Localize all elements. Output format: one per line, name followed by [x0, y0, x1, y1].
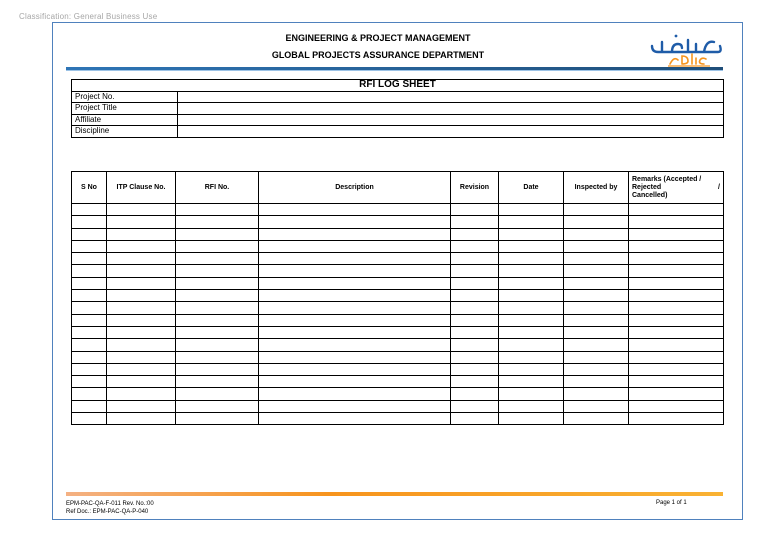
- table-cell[interactable]: [72, 314, 107, 326]
- footer-form-number: EPM-PAC-QA-F-011 Rev. No.:00: [66, 501, 154, 507]
- table-cell[interactable]: [564, 290, 629, 302]
- project-no-row: [72, 91, 724, 103]
- table-cell[interactable]: [451, 413, 499, 425]
- table-row: [72, 339, 724, 351]
- remarks-line-2-slash: /: [718, 183, 720, 191]
- table-cell[interactable]: [629, 216, 724, 228]
- table-cell[interactable]: [72, 265, 107, 277]
- table-cell[interactable]: [564, 228, 629, 240]
- col-header-date: Date: [499, 172, 564, 204]
- table-cell[interactable]: [451, 290, 499, 302]
- table-cell[interactable]: [72, 413, 107, 425]
- table-cell[interactable]: [107, 265, 176, 277]
- table-cell[interactable]: [499, 265, 564, 277]
- log-header-row: [72, 172, 724, 204]
- table-cell[interactable]: [629, 277, 724, 289]
- table-cell[interactable]: [107, 400, 176, 412]
- col-header-rfi-no: RFI No.: [176, 172, 259, 204]
- table-cell[interactable]: [107, 363, 176, 375]
- table-cell[interactable]: [259, 400, 451, 412]
- table-cell[interactable]: [499, 204, 564, 216]
- table-cell[interactable]: [176, 351, 259, 363]
- table-cell[interactable]: [72, 400, 107, 412]
- table-cell[interactable]: [176, 253, 259, 265]
- table-row: [72, 388, 724, 400]
- table-cell[interactable]: [176, 290, 259, 302]
- table-cell[interactable]: [451, 253, 499, 265]
- table-cell[interactable]: [564, 240, 629, 252]
- table-cell[interactable]: [259, 351, 451, 363]
- header-subdepartment-title: GLOBAL PROJECTS ASSURANCE DEPARTMENT: [271, 50, 485, 60]
- table-cell[interactable]: [564, 253, 629, 265]
- table-cell[interactable]: [176, 302, 259, 314]
- table-cell[interactable]: [259, 314, 451, 326]
- table-cell[interactable]: [564, 277, 629, 289]
- table-cell[interactable]: [107, 204, 176, 216]
- table-cell[interactable]: [72, 253, 107, 265]
- table-cell[interactable]: [451, 388, 499, 400]
- logo-latin-wordmark: [670, 54, 706, 64]
- table-row: [72, 302, 724, 314]
- table-cell[interactable]: [451, 216, 499, 228]
- table-cell[interactable]: [176, 376, 259, 388]
- rfi-log-table: [71, 171, 724, 425]
- log-table-body: [72, 204, 724, 425]
- table-cell[interactable]: [72, 302, 107, 314]
- table-row: [72, 265, 724, 277]
- table-cell[interactable]: [176, 363, 259, 375]
- table-cell[interactable]: [72, 339, 107, 351]
- table-row: [72, 363, 724, 375]
- table-row: [72, 228, 724, 240]
- table-cell[interactable]: [107, 339, 176, 351]
- table-cell[interactable]: [564, 216, 629, 228]
- project-info-table: [71, 79, 724, 138]
- table-cell[interactable]: [499, 314, 564, 326]
- table-cell[interactable]: [629, 413, 724, 425]
- table-cell[interactable]: [564, 351, 629, 363]
- header-divider-bar-light: [66, 70, 723, 71]
- table-cell[interactable]: [629, 376, 724, 388]
- project-title-label: Project Title: [72, 103, 178, 115]
- table-cell[interactable]: [259, 204, 451, 216]
- table-cell[interactable]: [451, 228, 499, 240]
- table-cell[interactable]: [499, 351, 564, 363]
- sabic-logo: [648, 28, 724, 68]
- table-cell[interactable]: [107, 302, 176, 314]
- table-cell[interactable]: [564, 204, 629, 216]
- footer-doc-info: [66, 500, 154, 516]
- table-cell[interactable]: [451, 376, 499, 388]
- table-cell[interactable]: [499, 253, 564, 265]
- table-cell[interactable]: [176, 413, 259, 425]
- table-cell[interactable]: [72, 204, 107, 216]
- table-cell[interactable]: [259, 277, 451, 289]
- table-cell[interactable]: [72, 326, 107, 338]
- table-cell[interactable]: [451, 363, 499, 375]
- table-row: [72, 277, 724, 289]
- table-cell[interactable]: [176, 339, 259, 351]
- table-cell[interactable]: [564, 339, 629, 351]
- sheet-title: RFI LOG SHEET: [72, 80, 724, 92]
- table-cell[interactable]: [564, 388, 629, 400]
- table-cell[interactable]: [176, 400, 259, 412]
- table-cell[interactable]: [451, 302, 499, 314]
- table-cell[interactable]: [176, 326, 259, 338]
- table-cell[interactable]: [107, 240, 176, 252]
- table-cell[interactable]: [499, 326, 564, 338]
- table-row: [72, 253, 724, 265]
- table-cell[interactable]: [259, 290, 451, 302]
- table-cell[interactable]: [259, 228, 451, 240]
- table-cell[interactable]: [72, 277, 107, 289]
- table-row: [72, 413, 724, 425]
- table-row: [72, 351, 724, 363]
- table-cell[interactable]: [259, 388, 451, 400]
- table-cell[interactable]: [499, 228, 564, 240]
- table-cell[interactable]: [499, 413, 564, 425]
- table-cell[interactable]: [499, 302, 564, 314]
- table-row: [72, 400, 724, 412]
- table-cell[interactable]: [176, 204, 259, 216]
- affiliate-row: [72, 114, 724, 126]
- table-cell[interactable]: [451, 351, 499, 363]
- table-cell[interactable]: [451, 265, 499, 277]
- logo-arabic-wordmark: [652, 40, 721, 52]
- footer-page-number: Page 1 of 1: [656, 500, 687, 506]
- table-cell[interactable]: [259, 376, 451, 388]
- table-cell[interactable]: [564, 413, 629, 425]
- table-cell[interactable]: [629, 265, 724, 277]
- table-cell[interactable]: [176, 277, 259, 289]
- header-department-title: ENGINEERING & PROJECT MANAGEMENT: [285, 33, 471, 43]
- table-cell[interactable]: [259, 240, 451, 252]
- table-cell[interactable]: [107, 277, 176, 289]
- footer-reference-doc: Ref Doc.: EPM-PAC-QA-P-040: [66, 509, 149, 515]
- col-header-inspected-by: Inspected by: [564, 172, 629, 204]
- table-cell[interactable]: [176, 265, 259, 277]
- table-cell[interactable]: [451, 326, 499, 338]
- table-cell[interactable]: [564, 314, 629, 326]
- table-cell[interactable]: [259, 216, 451, 228]
- table-cell[interactable]: [451, 277, 499, 289]
- table-cell[interactable]: [629, 302, 724, 314]
- table-cell[interactable]: [451, 204, 499, 216]
- table-cell[interactable]: [451, 240, 499, 252]
- table-cell[interactable]: [499, 277, 564, 289]
- table-cell[interactable]: [107, 326, 176, 338]
- table-cell[interactable]: [107, 314, 176, 326]
- table-cell[interactable]: [107, 413, 176, 425]
- table-cell[interactable]: [499, 339, 564, 351]
- remarks-line-1: Remarks (Accepted /: [632, 175, 702, 183]
- table-cell[interactable]: [176, 228, 259, 240]
- table-cell[interactable]: [629, 326, 724, 338]
- table-cell[interactable]: [629, 351, 724, 363]
- table-cell[interactable]: [629, 400, 724, 412]
- table-cell[interactable]: [499, 240, 564, 252]
- col-header-remarks: [629, 172, 724, 204]
- table-cell[interactable]: [107, 290, 176, 302]
- table-cell[interactable]: [259, 413, 451, 425]
- table-cell[interactable]: [451, 400, 499, 412]
- table-cell[interactable]: [259, 265, 451, 277]
- table-cell[interactable]: [72, 228, 107, 240]
- table-cell[interactable]: [499, 216, 564, 228]
- table-cell[interactable]: [107, 228, 176, 240]
- table-cell[interactable]: [259, 253, 451, 265]
- col-header-revision: Revision: [451, 172, 499, 204]
- table-cell[interactable]: [107, 376, 176, 388]
- table-cell[interactable]: [564, 400, 629, 412]
- table-cell[interactable]: [72, 388, 107, 400]
- remarks-line-3: Cancelled): [632, 191, 668, 199]
- table-cell[interactable]: [107, 351, 176, 363]
- project-no-value[interactable]: [178, 91, 724, 103]
- table-cell[interactable]: [176, 314, 259, 326]
- table-cell[interactable]: [72, 376, 107, 388]
- table-cell[interactable]: [499, 400, 564, 412]
- project-title-row: [72, 103, 724, 115]
- table-cell[interactable]: [107, 388, 176, 400]
- table-cell[interactable]: [72, 363, 107, 375]
- table-row: [72, 326, 724, 338]
- table-cell[interactable]: [629, 204, 724, 216]
- col-header-itp-clause: ITP Clause No.: [107, 172, 176, 204]
- col-header-sno: S No: [72, 172, 107, 204]
- table-row: [72, 204, 724, 216]
- affiliate-value[interactable]: [178, 114, 724, 126]
- table-cell[interactable]: [564, 363, 629, 375]
- table-cell[interactable]: [72, 290, 107, 302]
- table-cell[interactable]: [629, 314, 724, 326]
- table-cell[interactable]: [259, 363, 451, 375]
- table-cell[interactable]: [259, 326, 451, 338]
- discipline-label: Discipline: [72, 126, 178, 138]
- table-row: [72, 314, 724, 326]
- table-row: [72, 376, 724, 388]
- affiliate-label: Affiliate: [72, 114, 178, 126]
- table-cell[interactable]: [629, 363, 724, 375]
- table-cell[interactable]: [629, 339, 724, 351]
- table-row: [72, 290, 724, 302]
- table-cell[interactable]: [107, 216, 176, 228]
- table-cell[interactable]: [629, 253, 724, 265]
- table-cell[interactable]: [107, 253, 176, 265]
- table-row: [72, 216, 724, 228]
- table-cell[interactable]: [499, 363, 564, 375]
- table-cell[interactable]: [629, 388, 724, 400]
- table-cell[interactable]: [451, 339, 499, 351]
- table-cell[interactable]: [72, 351, 107, 363]
- remarks-line-2: Rejected: [632, 183, 662, 191]
- table-cell[interactable]: [499, 388, 564, 400]
- table-cell[interactable]: [629, 240, 724, 252]
- footer-divider-bar: [66, 492, 723, 496]
- project-no-label: Project No.: [72, 91, 178, 103]
- discipline-row: [72, 126, 724, 138]
- table-cell[interactable]: [176, 388, 259, 400]
- col-header-description: Description: [259, 172, 451, 204]
- table-cell[interactable]: [564, 302, 629, 314]
- table-cell[interactable]: [451, 314, 499, 326]
- table-cell[interactable]: [72, 240, 107, 252]
- table-cell[interactable]: [259, 339, 451, 351]
- table-cell[interactable]: [176, 240, 259, 252]
- table-cell[interactable]: [259, 302, 451, 314]
- table-cell[interactable]: [564, 265, 629, 277]
- table-cell[interactable]: [499, 376, 564, 388]
- table-cell[interactable]: [499, 290, 564, 302]
- table-row: [72, 240, 724, 252]
- table-cell[interactable]: [564, 376, 629, 388]
- table-cell[interactable]: [629, 228, 724, 240]
- table-cell[interactable]: [176, 216, 259, 228]
- classification-label: Classification: General Business Use: [19, 12, 158, 21]
- table-cell[interactable]: [564, 326, 629, 338]
- table-cell[interactable]: [629, 290, 724, 302]
- project-title-value[interactable]: [178, 103, 724, 115]
- discipline-value[interactable]: [178, 126, 724, 138]
- table-cell[interactable]: [72, 216, 107, 228]
